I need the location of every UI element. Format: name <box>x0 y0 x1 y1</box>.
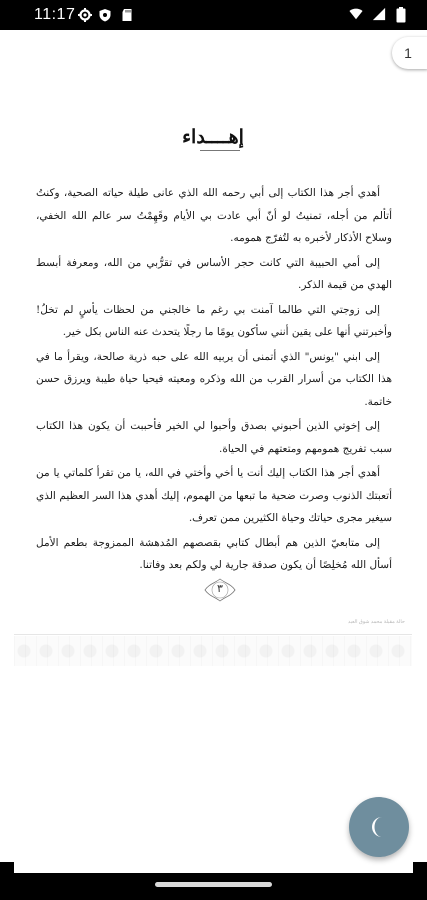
home-indicator[interactable] <box>155 882 272 887</box>
battery-icon <box>396 7 406 23</box>
dedication-heading: إهــــداء <box>182 126 244 148</box>
paragraph: أهدي أجر هذا الكتاب إلى أبي رحمه الله الذي عانى طيلة حياته الصحية، وكنتُ أتألم من أجله، تمنيتُ لو أنّ أبي عادت بي الأيام وقَهِمْتُ سر عالم الله الخفي، وسلاح الأذكار لأخبره به لتُفرّج همومه. <box>36 187 392 244</box>
sd-card-icon <box>120 8 134 22</box>
screen-top <box>0 30 427 44</box>
status-time: 11:17 <box>34 6 76 23</box>
shield-icon <box>98 8 112 22</box>
footer-note: حالة مقبلة محمد شوق العبد <box>348 619 405 625</box>
paragraph: إلى زوجتي التي طالما آمنت بي رغم ما خالجني من لحظات يأسٍ لم تخلُ! وأخبرتني أنها على يقين أنني سأكون يومًا ما رجلًا يتحدث عنه الناس بكل خير. <box>36 303 392 338</box>
heading-underline <box>200 150 240 151</box>
status-bar <box>0 0 427 30</box>
paragraph: إلى أمي الحبيبة التي كانت حجر الأساس في تقرُّبي من الله، ومعرفة أبسط الهدي من قيمة الذكر. <box>36 256 392 291</box>
moon-icon <box>367 815 391 839</box>
night-mode-button[interactable] <box>349 797 409 857</box>
paragraph: إلى ابني "يونس" الذي أتمنى أن يربيه الله على حبه ذرية صالحة، ويقرأ ما في هذا الكتاب من أسرار القرب من الله وذكره ومعيته فيحيا حياة طيبة ويرزق حسن خاتمة. <box>36 350 392 408</box>
paragraph: إلى متابعيّ الذين هم أبطال كتابي بقصصهم المُدهشة الممزوجة بطعم الأمل أسأل الله مُخلِصًا أن يكون صدقة جارية لي ولكم بعد وفاتنا. <box>36 536 392 571</box>
page-divider <box>14 634 412 635</box>
decorative-pattern <box>14 636 412 666</box>
page-number: ٣ <box>217 582 223 595</box>
gear-icon <box>78 8 92 22</box>
paragraph: أهدي أجر هذا الكتاب إليك أنت يا أخي وأختي في الله، يا من تقرأ كلماتي يا من أتعبتك الذنوب وصرت ضحية ما تبعها من الهموم، إليك أهدي هذا السر العظيم الذي سيغير مجرى حياتك وحياة الكثيرين ممن تعرف. <box>36 467 392 524</box>
signal-icon <box>372 7 386 21</box>
book-page[interactable] <box>14 90 412 635</box>
wifi-icon <box>349 7 363 21</box>
paragraph: إلى إخوتي الذين أحبوني بصدق وأحبوا لي الخير فأحببت أن يكون هذا الكتاب سبب تفريج همومهم ومتعتهم في الحياة. <box>36 420 392 455</box>
page-indicator-badge[interactable]: 1 <box>392 37 427 69</box>
dedication-body <box>36 182 392 579</box>
